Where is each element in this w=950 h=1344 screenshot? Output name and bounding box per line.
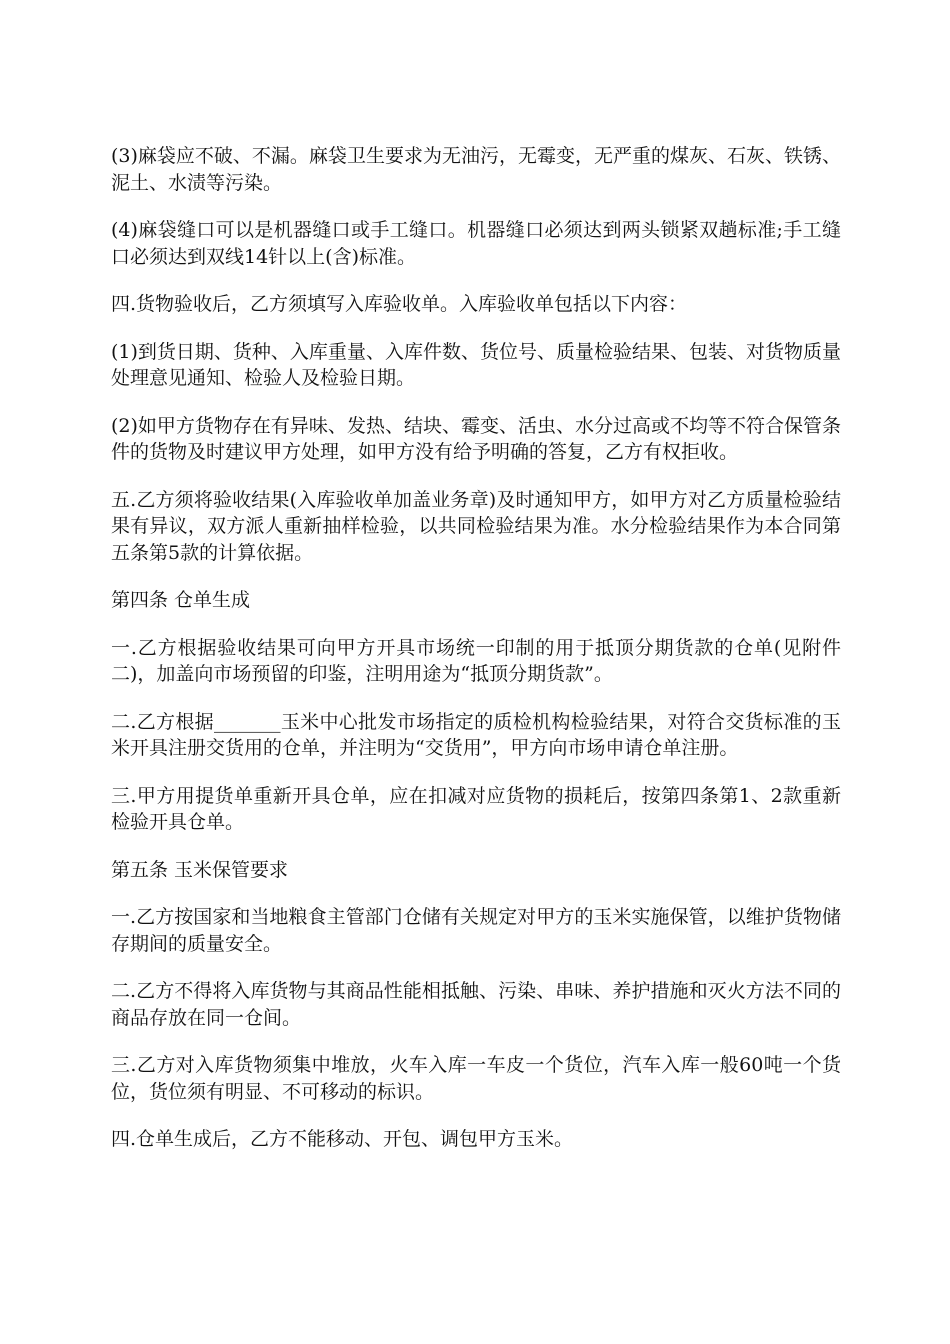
section-heading-article-4: 第四条 仓单生成 [111, 589, 251, 611]
paragraph-stacking: 三.乙方对入库货物须集中堆放，火车入库一车皮一个货位，汽车入库一般60吨一个货位，货位须有明显、不可移动的标识。 [111, 1054, 841, 1103]
paragraph-separate-storage: 二.乙方不得将入库货物与其商品性能相抵触、污染、串味、养护措施和灭火方法不同的商品存放在同一仓间。 [111, 980, 841, 1029]
document-body [111, 143, 841, 1174]
paragraph-form-contents: (1)到货日期、货种、入库重量、入库件数、货位号、质量检验结果、包装、对货物质量处理意见通知、检验人及检验日期。 [111, 340, 841, 389]
paragraph-notify-results: 五.乙方须将验收结果(入库验收单加盖业务章)及时通知甲方，如甲方对乙方质量检验结果有异议，双方派人重新抽样检验，以共同检验结果为准。水分检验结果作为本合同第五条第5款的计算依据。 [111, 488, 841, 564]
paragraph-reissue-receipt: 三.甲方用提货单重新开具仓单，应在扣减对应货物的损耗后，按第四条第1、2款重新检验开具仓单。 [111, 784, 841, 833]
paragraph-storage-rules: 一.乙方按国家和当地粮食主管部门仓储有关规定对甲方的玉米实施保管，以维护货物储存期间的质量安全。 [111, 906, 841, 955]
paragraph-reject-goods: (2)如甲方货物存在有异味、发热、结块、霉变、活虫、水分过高或不均等不符合保管条件的货物及时建议甲方处理，如甲方没有给予明确的答复，乙方有权拒收。 [111, 414, 841, 463]
paragraph-delivery-receipt: 二.乙方根据_______玉米中心批发市场指定的质检机构检验结果，对符合交货标准的玉米开具注册交货用的仓单，并注明为“交货用”，甲方向市场申请仓单注册。 [111, 710, 841, 759]
paragraph-warehouse-receipt: 一.乙方根据验收结果可向甲方开具市场统一印制的用于抵顶分期货款的仓单(见附件二)，加盖向市场预留的印鉴，注明用途为“抵顶分期货款”。 [111, 636, 841, 685]
paragraph-sack-seam: (4)麻袋缝口可以是机器缝口或手工缝口。机器缝口必须达到两头锁紧双趟标准;手工缝口必须达到双线14针以上(含)标准。 [111, 219, 841, 268]
paragraph-inspection-form: 四.货物验收后，乙方须填写入库验收单。入库验收单包括以下内容： [111, 293, 688, 315]
paragraph-no-moving: 四.仓单生成后，乙方不能移动、开包、调包甲方玉米。 [111, 1128, 574, 1150]
paragraph-sack-integrity: (3)麻袋应不破、不漏。麻袋卫生要求为无油污，无霉变，无严重的煤灰、石灰、铁锈、泥土、水渍等污染。 [111, 145, 841, 194]
section-heading-article-5: 第五条 玉米保管要求 [111, 858, 289, 881]
